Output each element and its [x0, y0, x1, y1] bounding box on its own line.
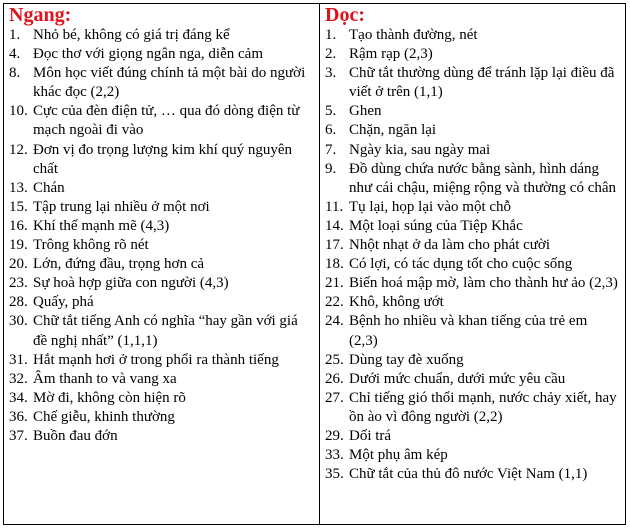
clue-text: Chế giễu, khinh thường	[33, 408, 175, 425]
clue-text: Trông không rõ nét	[33, 237, 149, 254]
clue-text: Tập trung lại nhiều ở một nơi	[33, 198, 210, 215]
clue-number: 21.	[325, 275, 344, 292]
clue-number: 7.	[325, 141, 337, 158]
clue-text: Tạo thành đường, nét	[349, 27, 478, 43]
clue-item	[9, 274, 313, 293]
clue-text: Nhột nhạt ở da làm cho phát cười	[349, 237, 551, 254]
clue-number: 10.	[9, 103, 28, 120]
clue-item	[325, 236, 619, 255]
clue-item	[9, 408, 313, 427]
across-clue-list	[9, 26, 313, 446]
clue-number: 8.	[9, 65, 21, 82]
clue-number: 6.	[325, 122, 337, 139]
clue-item	[325, 351, 619, 370]
clue-text: Đơn vị đo trọng lượng kim khí quý nguyên chất	[33, 141, 292, 177]
clue-number: 5.	[325, 103, 337, 120]
clue-item	[325, 370, 619, 389]
clue-item	[9, 45, 313, 64]
clue-number: 27.	[325, 389, 344, 406]
clue-item	[325, 427, 619, 446]
clue-number: 14.	[325, 217, 344, 234]
clue-number: 24.	[325, 313, 344, 330]
clue-item	[9, 255, 313, 274]
clue-text: Chặn, ngăn lại	[349, 122, 437, 139]
clue-text: Buồn đau đớn	[33, 427, 118, 444]
clue-number: 12.	[9, 141, 28, 158]
clue-number: 35.	[325, 466, 344, 483]
clue-number: 22.	[325, 294, 344, 311]
clue-item	[9, 389, 313, 408]
clue-item	[325, 121, 619, 140]
clue-text: Có lợi, có tác dụng tốt cho cuộc sống	[349, 256, 573, 273]
clue-text: Lớn, đứng đầu, trọng hơn cả	[33, 256, 205, 273]
clue-text: Mờ đi, không còn hiện rõ	[33, 389, 186, 406]
clue-number: 15.	[9, 198, 28, 215]
clue-text: Âm thanh to và vang xa	[33, 370, 177, 387]
clue-item	[9, 427, 313, 446]
clue-item	[325, 102, 619, 121]
clue-text: Ghen	[349, 103, 382, 120]
clue-number: 32.	[9, 370, 28, 387]
clue-item	[9, 26, 313, 45]
clue-number: 26.	[325, 370, 344, 387]
clue-item	[325, 389, 619, 427]
clue-item	[9, 198, 313, 217]
clue-item	[325, 45, 619, 64]
clue-text: Đồ dùng chứa nước bằng sành, hình dáng như cái chậu, miệng rộng và thường có chân	[349, 160, 617, 196]
clue-item	[325, 141, 619, 160]
clue-number: 20.	[9, 256, 28, 273]
clue-number: 33.	[325, 447, 344, 464]
clue-item	[9, 141, 313, 179]
clue-item	[325, 64, 619, 102]
clue-text: Biến hoá mập mờ, làm cho thành hư ảo (2,3)	[349, 275, 618, 292]
clue-text: Cực của đèn điện tử, … qua đó dòng điện từ mạch ngoài đi vào	[33, 103, 300, 139]
clue-text: Rậm rạp (2,3)	[349, 46, 433, 63]
clue-item	[325, 465, 619, 484]
clue-item	[9, 370, 313, 389]
clue-item	[325, 26, 619, 45]
clue-item	[9, 217, 313, 236]
clue-item	[325, 274, 619, 293]
clue-number: 17.	[325, 237, 344, 254]
clue-item	[9, 312, 313, 350]
down-column	[320, 4, 626, 525]
clue-item	[325, 312, 619, 350]
clue-text: Quấy, phá	[33, 294, 94, 311]
clue-text: Khí thế mạnh mẽ (4,3)	[33, 217, 170, 234]
clue-text: Dối trá	[349, 427, 392, 444]
clue-item	[9, 351, 313, 370]
clue-text: Hắt mạnh hơi ở trong phổi ra thành tiếng	[33, 351, 279, 368]
clue-number: 1.	[9, 27, 21, 43]
clue-number: 28.	[9, 294, 28, 311]
clue-text: Chữ tắt tiếng Anh có nghĩa “hay gần với giá đề nghị nhất” (1,1,1)	[33, 313, 298, 349]
clue-number: 4.	[9, 46, 21, 63]
clue-number: 16.	[9, 217, 28, 234]
clue-text: Một loại súng của Tiệp Khắc	[349, 217, 523, 234]
clue-text: Chữ tắt thường dùng để tránh lặp lại điều đã viết ở trên (1,1)	[349, 65, 615, 101]
clue-item	[9, 179, 313, 198]
clue-text: Khô, không ướt	[349, 294, 444, 311]
clue-number: 25.	[325, 351, 344, 368]
clue-text: Ngày kia, sau ngày mai	[349, 141, 491, 158]
clue-item	[325, 217, 619, 236]
clue-text: Tụ lại, họp lại vào một chỗ	[349, 198, 512, 215]
clue-number: 3.	[325, 65, 337, 82]
clue-number: 34.	[9, 389, 28, 406]
clue-item	[325, 446, 619, 465]
clue-text: Dưới mức chuẩn, dưới mức yêu cầu	[349, 370, 566, 387]
clue-number: 2.	[325, 46, 337, 63]
clue-number: 23.	[9, 275, 28, 292]
clue-table	[3, 3, 626, 525]
clue-text: Chán	[33, 179, 65, 196]
clue-number: 11.	[325, 198, 344, 215]
clue-number: 9.	[325, 160, 337, 177]
clue-number: 13.	[9, 179, 28, 196]
clue-number: 18.	[325, 256, 344, 273]
across-column	[4, 4, 320, 525]
down-heading: Dọc:	[325, 4, 365, 26]
clue-number: 29.	[325, 427, 344, 444]
clue-text: Sự hoà hợp giữa con người (4,3)	[33, 275, 229, 292]
clue-number: 19.	[9, 237, 28, 254]
clue-item	[325, 255, 619, 274]
clue-number: 31.	[9, 351, 28, 368]
clue-item	[9, 102, 313, 140]
clue-text: Một phụ âm kép	[349, 447, 448, 464]
clue-text: Chữ tắt của thủ đô nước Việt Nam (1,1)	[349, 466, 588, 483]
clue-item	[325, 198, 619, 217]
clue-text: Dùng tay đè xuống	[349, 351, 464, 368]
clue-item	[325, 160, 619, 198]
clue-text: Đọc thơ với giọng ngân nga, diễn cảm	[33, 46, 263, 63]
clue-number: 30.	[9, 313, 28, 330]
clue-text: Chỉ tiếng gió thổi mạnh, nước chảy xiết, hay ồn ào vì đông người (2,2)	[349, 389, 617, 425]
clue-item	[325, 293, 619, 312]
clue-text: Nhỏ bé, không có giá trị đáng kể	[33, 27, 230, 43]
clue-number: 36.	[9, 408, 28, 425]
across-heading: Ngang:	[9, 4, 72, 26]
down-clue-list	[325, 26, 619, 484]
clue-item	[9, 236, 313, 255]
clue-item	[9, 293, 313, 312]
clue-text: Bệnh ho nhiều và khan tiếng của trẻ em (2,3)	[349, 313, 588, 349]
clue-number: 1.	[325, 27, 337, 43]
clue-number: 37.	[9, 427, 28, 444]
clue-item	[9, 64, 313, 102]
clue-text: Môn học viết đúng chính tả một bài do người khác đọc (2,2)	[33, 65, 306, 101]
